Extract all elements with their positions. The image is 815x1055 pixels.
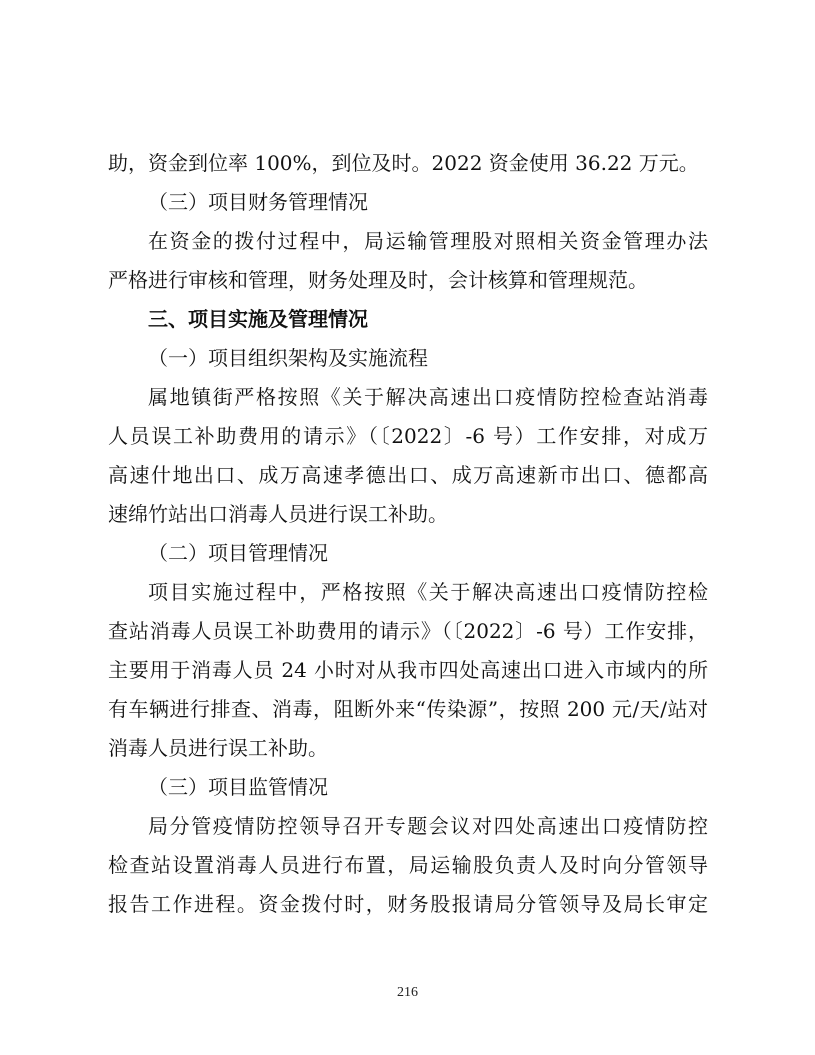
paragraph-line: 严格进行审核和管理，财务处理及时，会计核算和管理规范。 [108,268,648,292]
paragraph-line: 主要用于消毒人员 24 小时对从我市四处高速出口进入市域内的所 [108,658,708,682]
section-heading-finance: （三）项目财务管理情况 [148,190,368,214]
paragraph-line: 查站消毒人员误工补助费用的请示》（〔2022〕-6 号）工作安排， [108,619,708,643]
paragraph-line: 速绵竹站出口消毒人员进行误工补助。 [108,502,448,526]
paragraph-line: 项目实施过程中，严格按照《关于解决高速出口疫情防控检 [148,580,708,604]
section-heading-supervision: （三）项目监管情况 [148,775,328,799]
paragraph-line: 检查站设置消毒人员进行布置，局运输股负责人及时向分管领导 [108,853,708,877]
paragraph-line: 消毒人员进行误工补助。 [108,736,328,760]
paragraph-line: 局分管疫情防控领导召开专题会议对四处高速出口疫情防控 [148,814,708,838]
paragraph-line: 高速什地出口、成万高速孝德出口、成万高速新市出口、德都高 [108,463,708,487]
paragraph-line: 有车辆进行排查、消毒，阻断外来“传染源”，按照 200 元/天/站对 [108,697,708,721]
section-heading-organization: （一）项目组织架构及实施流程 [148,346,428,370]
body-text [108,144,708,924]
section-heading-management: （二）项目管理情况 [148,541,328,565]
paragraph-line: 人员误工补助费用的请示》（〔2022〕-6 号）工作安排，对成万 [108,424,708,448]
paragraph-line: 属地镇街严格按照《关于解决高速出口疫情防控检查站消毒 [148,385,708,409]
paragraph-line: 在资金的拨付过程中，局运输管理股对照相关资金管理办法 [148,229,708,253]
paragraph-line: 助，资金到位率 100%，到位及时。2022 资金使用 36.22 万元。 [108,151,699,175]
paragraph-line: 报告工作进程。资金拨付时，财务股报请局分管领导及局长审定 [108,892,708,916]
page-number: 216 [397,985,418,1000]
chapter-heading-implementation: 三、项目实施及管理情况 [148,307,368,331]
